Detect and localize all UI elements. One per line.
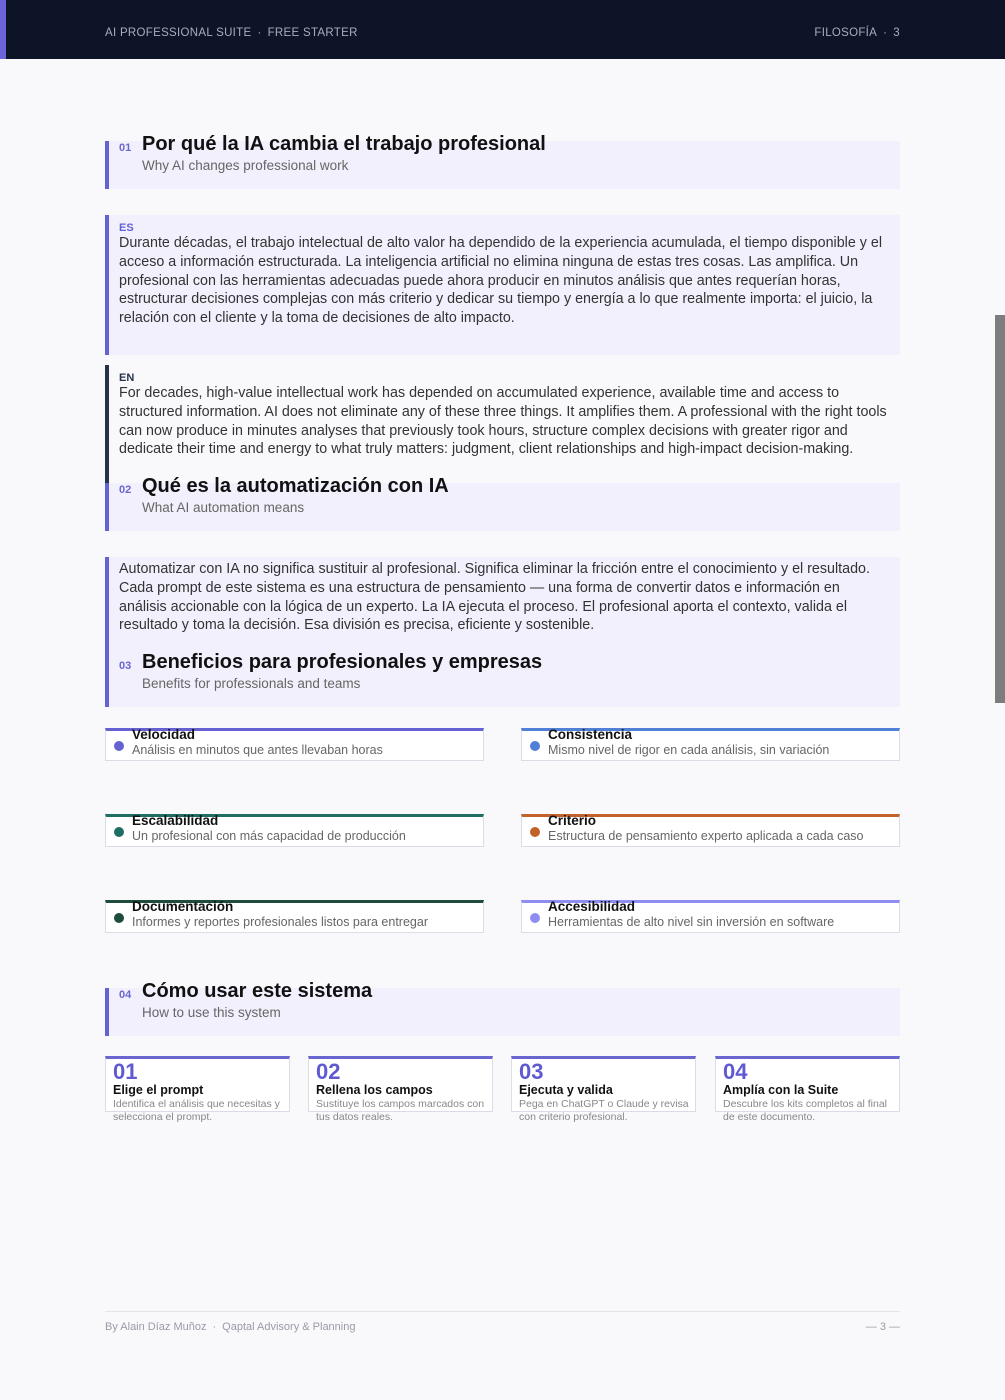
benefit-card-criterio (521, 814, 900, 847)
bullet-dot-icon (530, 913, 540, 923)
scrollbar-thumb[interactable] (995, 315, 1005, 703)
step-number: 02 (316, 1059, 341, 1084)
benefit-title: Documentación (132, 899, 234, 914)
step-card-04 (715, 1056, 900, 1123)
section-subtitle: What AI automation means (142, 500, 305, 515)
footer-company: Qaptal Advisory & Planning (222, 1321, 356, 1333)
step-description: Pega en ChatGPT o Claude y revisa con criterio profesional. (519, 1098, 689, 1123)
header-page-number: 3 (893, 27, 900, 39)
step-title: Ejecuta y valida (519, 1083, 613, 1097)
section-subtitle: Why AI changes professional work (142, 158, 349, 173)
header-separator: · (257, 27, 262, 39)
footer-divider (105, 1311, 900, 1312)
brand-label: AI PROFESSIONAL SUITE (105, 27, 252, 39)
section-title: Por qué la IA cambia el trabajo profesional (142, 133, 546, 155)
benefit-card-velocidad (105, 728, 484, 761)
benefit-card-consistencia (521, 728, 900, 761)
step-description: Descubre los kits completos al final de este documento. (723, 1098, 887, 1123)
step-number: 04 (723, 1059, 748, 1084)
language-label: EN (119, 372, 135, 384)
footer-author: By Alain Díaz Muñoz (105, 1321, 207, 1333)
step-card-03 (511, 1056, 696, 1123)
section-number: 03 (119, 660, 132, 672)
section-number: 02 (119, 484, 132, 496)
bullet-dot-icon (530, 741, 540, 751)
section-label: FILOSOFÍA (814, 27, 878, 39)
benefit-title: Criterio (548, 813, 597, 828)
benefit-title: Velocidad (132, 727, 196, 742)
section-number: 04 (119, 989, 132, 1001)
benefit-description: Herramientas de alto nivel sin inversión en software (548, 915, 835, 929)
step-card-01 (105, 1056, 290, 1123)
step-card-02 (308, 1056, 493, 1123)
paragraph-text: For decades, high-value intellectual work has depended on accumulated experience, available time and access to structured information. AI does not eliminate any of these three things. It amplifies them. A professional with the right tools can now produce in minutes analyses that previously took hours, structure complex decisions with greater rigor and dedicate their time and energy to what truly matters: judgment, client relationships and high-impact decision-making. (119, 385, 887, 458)
section-heading-02 (105, 475, 900, 531)
paragraph-en (105, 365, 900, 483)
benefit-description: Informes y reportes profesionales listos para entregar (132, 915, 428, 929)
language-label: ES (119, 222, 134, 234)
benefit-title: Consistencia (548, 727, 633, 742)
page-header (0, 0, 1005, 59)
footer-credits (105, 1321, 355, 1333)
paragraph-es (105, 215, 900, 355)
bullet-dot-icon (114, 827, 124, 837)
header-brand (105, 27, 358, 39)
step-title: Elige el prompt (113, 1083, 204, 1097)
step-title: Rellena los campos (316, 1083, 433, 1097)
benefit-description: Análisis en minutos que antes llevaban horas (132, 743, 383, 757)
section-heading-04 (105, 980, 900, 1036)
header-separator: · (883, 27, 888, 39)
benefit-title: Accesibilidad (548, 899, 636, 914)
step-description: Identifica el análisis que necesitas y selecciona el prompt. (113, 1098, 280, 1123)
footer-separator: · (212, 1321, 217, 1333)
benefit-description: Mismo nivel de rigor en cada análisis, sin variación (548, 743, 830, 757)
benefit-card-documentacion (105, 900, 484, 933)
section-title: Cómo usar este sistema (142, 980, 373, 1002)
header-section (814, 27, 900, 39)
section-heading-01 (105, 133, 900, 189)
section-number: 01 (119, 142, 132, 154)
benefit-title: Escalabilidad (132, 813, 219, 828)
section-heading-03 (105, 649, 900, 707)
section-title: Beneficios para profesionales y empresas (142, 651, 543, 673)
paragraph-text: Automatizar con IA no significa sustituir al profesional. Significa eliminar la fricción entre el conocimiento y el resultado. Cada prompt de este sistema es una estructura de pensamiento — una forma de convertir datos e información en análisis accionable con la lógica de un experto. La IA ejecuta el proceso. El profesional aporta el contexto, valida el resultado y toma la decisión. Esa división es precisa, eficiente y sostenible. (119, 561, 870, 634)
edition-label: FREE STARTER (267, 27, 358, 39)
header-accent-bar (0, 0, 6, 59)
benefit-card-escalabilidad (105, 814, 484, 847)
step-number: 03 (519, 1059, 544, 1084)
bullet-dot-icon (114, 741, 124, 751)
benefit-description: Estructura de pensamiento experto aplicada a cada caso (548, 829, 864, 843)
bullet-dot-icon (530, 827, 540, 837)
step-number: 01 (113, 1059, 138, 1084)
section-title: Qué es la automatización con IA (142, 475, 449, 497)
paragraph-automation (105, 557, 900, 649)
benefit-description: Un profesional con más capacidad de producción (132, 829, 406, 843)
section-subtitle: How to use this system (142, 1005, 281, 1020)
step-title: Amplía con la Suite (723, 1083, 839, 1097)
benefit-card-accesibilidad (521, 900, 900, 933)
footer-page-number: — 3 — (865, 1321, 900, 1333)
paragraph-text: Durante décadas, el trabajo intelectual de alto valor ha dependido de la experiencia acumulada, el tiempo disponible y el acceso a información estructurada. La inteligencia artificial no elimina ninguna de estas tres cosas. Las amplifica. Un profesional con las herramientas adecuadas puede ahora producir en minutos análisis que antes requerían horas, estructurar decisiones complejas con más criterio y dedicar su tiempo y energía a lo que realmente importa: el juicio, la relación con el cliente y la toma de decisiones de alto impacto. (119, 235, 882, 327)
section-subtitle: Benefits for professionals and teams (142, 676, 361, 691)
bullet-dot-icon (114, 913, 124, 923)
step-description: Sustituye los campos marcados con tus datos reales. (316, 1098, 485, 1123)
